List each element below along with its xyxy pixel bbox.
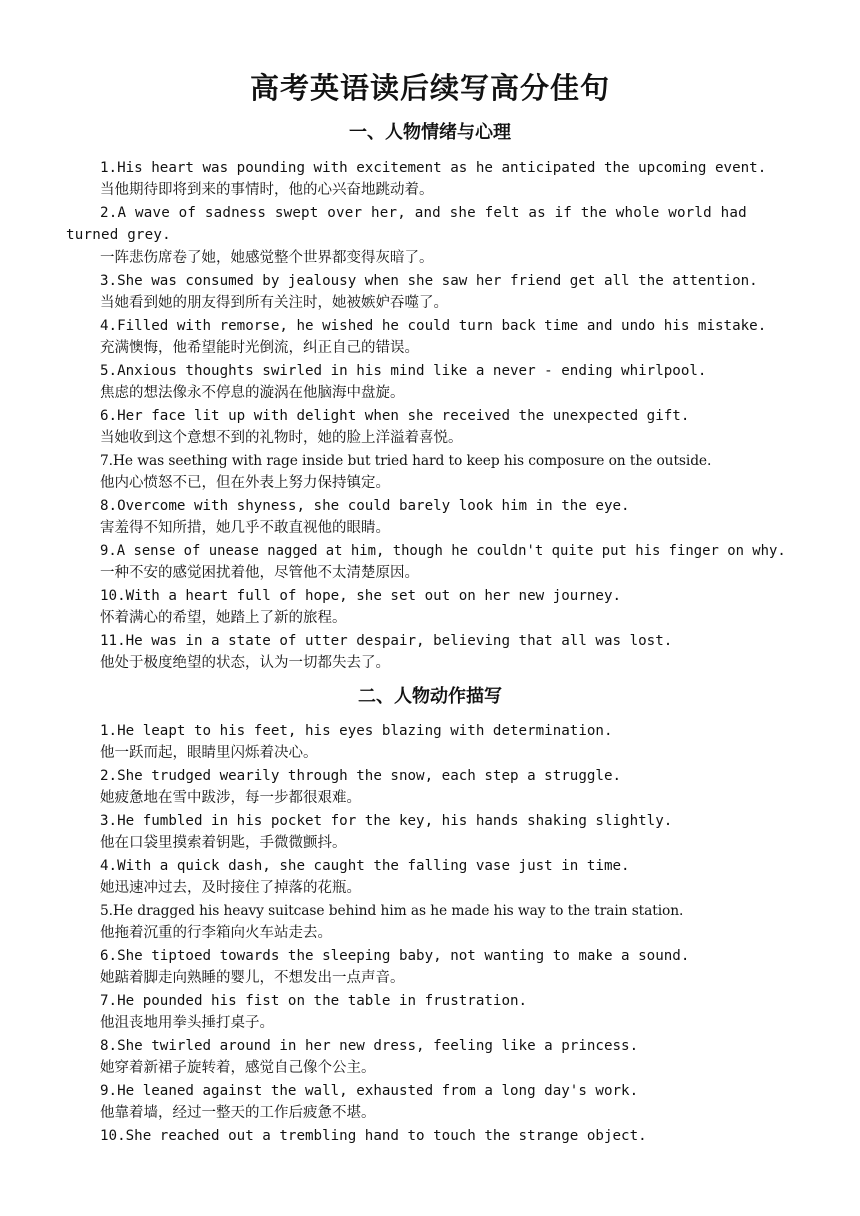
sentence-en: 4.With a quick dash, she caught the falling vase just in time.	[100, 858, 630, 874]
sentence-en: 2.A wave of sadness swept over her, and she felt as if the whole world had turned grey.	[66, 205, 747, 243]
sentence-zh: 害羞得不知所措，她几乎不敢直视他的眼睛。	[100, 520, 390, 536]
sentence-en: 11.He was in a state of utter despair, believing that all was lost.	[100, 633, 673, 649]
sentence-en: 7.He was seething with rage inside but tried hard to keep his composure on the outside.	[100, 453, 712, 469]
sentence-en: 10.With a heart full of hope, she set out on her new journey.	[100, 588, 622, 604]
sentence-zh: 充满懊悔，他希望能时光倒流，纠正自己的错误。	[100, 340, 419, 356]
sentence-zh: 当她收到这个意想不到的礼物时，她的脸上洋溢着喜悦。	[100, 430, 463, 446]
sentence-zh: 他在口袋里摸索着钥匙，手微微颤抖。	[100, 835, 347, 851]
sentence-zh: 她疲惫地在雪中跋涉，每一步都很艰难。	[100, 790, 361, 806]
sentence-en: 4.Filled with remorse, he wished he could turn back time and undo his mistake.	[100, 318, 767, 334]
sentence-zh: 他一跃而起，眼睛里闪烁着决心。	[100, 745, 318, 761]
sentence-en: 3.He fumbled in his pocket for the key, his hands shaking slightly.	[100, 813, 673, 829]
page-title: 高考英语读后续写高分佳句	[249, 71, 610, 105]
sentence-en: 3.She was consumed by jealousy when she saw her friend get all the attention.	[100, 273, 758, 289]
sentence-en: 7.He pounded his fist on the table in frustration.	[100, 993, 528, 1009]
sentence-zh: 他靠着墙，经过一整天的工作后疲惫不堪。	[100, 1105, 376, 1121]
sentence-en: 1.His heart was pounding with excitement as he anticipated the upcoming event.	[100, 160, 767, 176]
sentence-zh: 他拖着沉重的行李箱向火车站走去。	[100, 925, 332, 941]
sentence-en: 6.Her face lit up with delight when she received the unexpected gift.	[100, 408, 690, 424]
sentence-en: 5.Anxious thoughts swirled in his mind like a never - ending whirlpool.	[100, 363, 707, 379]
section-heading: 一、人物情绪与心理	[349, 122, 511, 143]
sentence-zh: 怀着满心的希望，她踏上了新的旅程。	[100, 610, 347, 626]
sentence-zh: 他沮丧地用拳头捶打桌子。	[100, 1015, 274, 1031]
sentence-zh: 当他期待即将到来的事情时，他的心兴奋地跳动着。	[100, 182, 434, 198]
sentence-en: 6.She tiptoed towards the sleeping baby, not wanting to make a sound.	[100, 948, 690, 964]
sentence-en: 8.Overcome with shyness, she could barely look him in the eye.	[100, 498, 630, 514]
sentence-en: 9.A sense of unease nagged at him, though he couldn't quite put his finger on why.	[100, 543, 786, 559]
sentence-en: 1.He leapt to his feet, his eyes blazing with determination.	[100, 723, 613, 739]
sentence-zh: 焦虑的想法像永不停息的漩涡在他脑海中盘旋。	[100, 385, 405, 401]
sentence-zh: 他内心愤怒不已，但在外表上努力保持镇定。	[100, 475, 390, 491]
sentence-zh: 她迅速冲过去，及时接住了掉落的花瓶。	[100, 880, 361, 896]
sentence-en: 10.She reached out a trembling hand to touch the strange object.	[100, 1128, 647, 1144]
sentence-zh: 当她看到她的朋友得到所有关注时，她被嫉妒吞噬了。	[100, 295, 448, 311]
sentence-zh: 她踮着脚走向熟睡的婴儿，不想发出一点声音。	[100, 970, 405, 986]
sentence-zh: 他处于极度绝望的状态，认为一切都失去了。	[100, 655, 390, 671]
sentence-en: 2.She trudged wearily through the snow, each step a struggle.	[100, 768, 622, 784]
sentence-en: 9.He leaned against the wall, exhausted from a long day's work.	[100, 1083, 639, 1099]
sentence-en: 8.She twirled around in her new dress, feeling like a princess.	[100, 1038, 639, 1054]
sentence-zh: 一阵悲伤席卷了她，她感觉整个世界都变得灰暗了。	[100, 250, 434, 266]
section-heading: 二、人物动作描写	[358, 686, 502, 707]
sentence-en: 5.He dragged his heavy suitcase behind him as he made his way to the train station.	[100, 903, 684, 919]
sentence-zh: 一种不安的感觉困扰着他，尽管他不太清楚原因。	[100, 565, 419, 581]
sentence-zh: 她穿着新裙子旋转着，感觉自己像个公主。	[100, 1060, 376, 1076]
